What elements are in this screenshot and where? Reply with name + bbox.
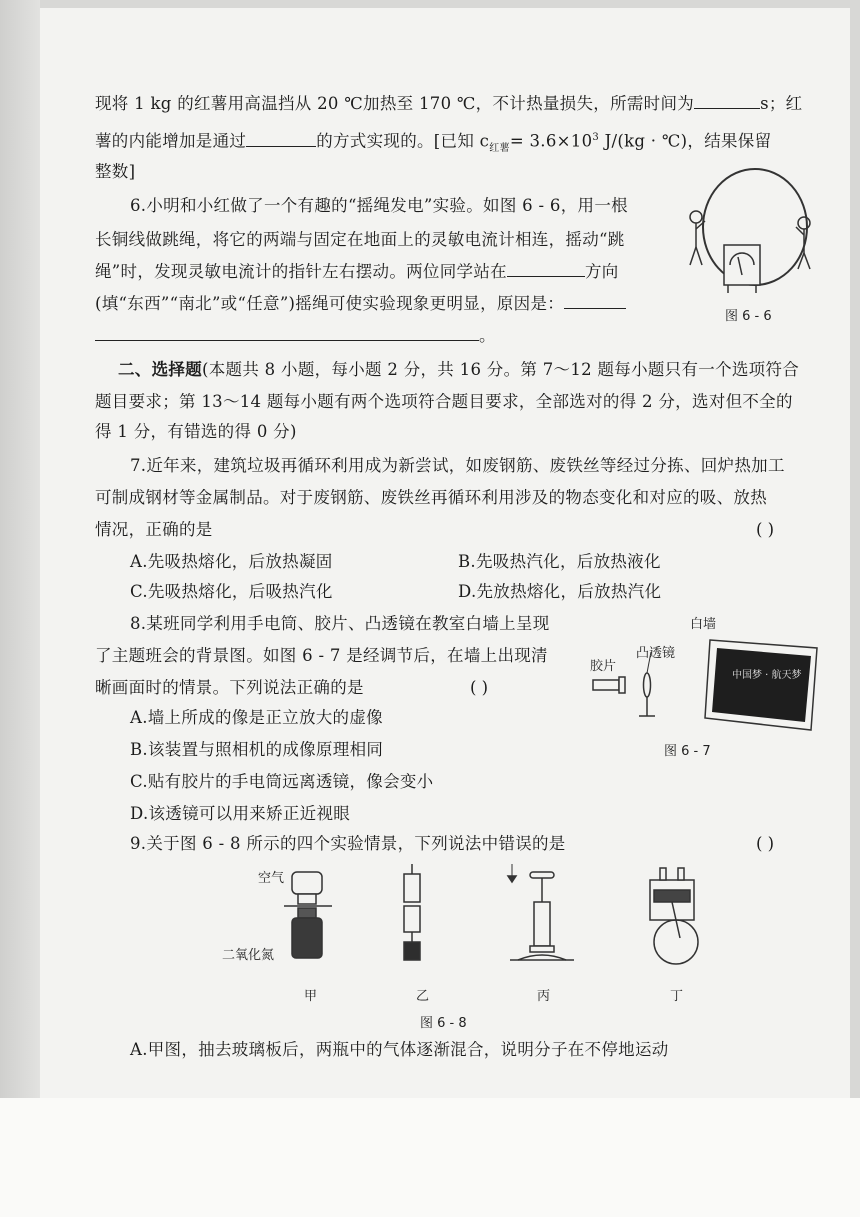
fig-ding-engine	[650, 868, 698, 964]
q7-line1: 7.近年来，建筑垃圾再循环利用成为新尝试，如废钢筋、废铁丝等经过分拣、回炉热加工	[130, 456, 785, 475]
q6-line3-end: 方向	[584, 262, 619, 281]
q7-option-c: C.先吸热熔化，后吸热汽化	[130, 582, 333, 601]
q5-line2-b: 的方式实现的。[已知 c	[316, 131, 490, 151]
q9-line1: 9.关于图 6 - 8 所示的四个实验情景，下列说法中错误的是	[130, 834, 566, 853]
q9-answer-paren[interactable]: ( )	[756, 834, 775, 853]
q8-line1: 8.某班同学利用手电筒、胶片、凸透镜在教室白墙上呈现	[130, 614, 550, 633]
flashlight	[593, 677, 625, 693]
section2-line2: 题目要求；第 13～14 题每小题有两个选项符合题目要求，全部选对的得 2 分，选对但不全的	[95, 392, 793, 411]
q8-option-c: C.贴有胶片的手电筒远离透镜，像会变小	[130, 772, 434, 791]
q8-option-d: D.该透镜可以用来矫正近视眼	[130, 804, 351, 823]
section2-title: 二、选择题	[118, 360, 202, 379]
label-lens: 凸透镜	[636, 646, 676, 661]
label-air: 空气	[258, 871, 285, 886]
q7-line2: 可制成钢材等金属制品。对于废钢筋、废铁丝再循环利用涉及的物态变化和对应的吸、放热	[95, 488, 767, 507]
q5-line1	[95, 94, 802, 114]
q5-sup: 3	[592, 132, 600, 143]
q7-option-d: D.先放热熔化，后放热汽化	[458, 582, 662, 601]
page-left-shadow	[0, 0, 40, 1217]
section2-line1	[118, 360, 799, 380]
label-no2: 二氧化氮	[222, 948, 275, 963]
q6-blank-reason-b[interactable]	[95, 326, 479, 341]
q6-line4-text: (填“东西”“南北”或“任意”)摇绳可使实验现象更明显，原因是：	[95, 294, 565, 313]
q6-line1: 6.小明和小红做了一个有趣的“摇绳发电”实验。如图 6 - 6，用一根	[130, 196, 628, 215]
q5-line2-c: = 3.6×10	[509, 131, 593, 151]
fig-jia-bottles	[284, 872, 332, 958]
q6-line5	[95, 326, 496, 346]
q5-sub: 红薯	[489, 142, 510, 154]
q5-line2-a: 薯的内能增加是通过	[95, 131, 247, 151]
q6-line3	[95, 262, 619, 282]
q7-answer-paren[interactable]: ( )	[756, 520, 775, 539]
fig-label-bing: 丙	[537, 989, 551, 1004]
q5-blank-method[interactable]	[246, 132, 316, 147]
q7-option-a: A.先吸热熔化，后放热凝固	[130, 552, 333, 571]
q8-line3: 晰画面时的情景。下列说法正确的是	[95, 678, 364, 697]
fig-label-ding: 丁	[670, 989, 684, 1004]
fig-6-8-caption: 图 6 - 8	[420, 1016, 467, 1031]
figure-6-6	[680, 165, 830, 310]
q8-option-b: B.该装置与照相机的成像原理相同	[130, 740, 384, 759]
fig-bing-air-pump	[508, 864, 574, 960]
q5-line2-d: J/(kg · ℃)，结果保留	[599, 131, 772, 151]
fig-6-6-caption: 图 6 - 6	[725, 309, 772, 324]
q6-line5-end: 。	[479, 326, 496, 345]
section2-line3: 得 1 分，有错选的得 0 分)	[95, 422, 297, 441]
q7-option-b: B.先吸热汽化，后放热液化	[458, 552, 661, 571]
figure-6-8	[240, 862, 710, 982]
wall-screen	[705, 640, 817, 730]
q7-line3: 情况，正确的是	[95, 520, 213, 539]
fig-label-jia: 甲	[304, 989, 318, 1004]
q8-answer-paren[interactable]: ( )	[470, 678, 489, 697]
q6-line4	[95, 294, 626, 314]
q5-line3: 整数]	[95, 162, 136, 181]
q8-line2: 了主题班会的背景图。如图 6 - 7 是经调节后，在墙上出现清	[95, 646, 548, 665]
q8-option-a: A.墙上所成的像是正立放大的虚像	[130, 708, 383, 727]
section2-line1-rest: (本题共 8 小题，每小题 2 分，共 16 分。第 7～12 题每小题只有一个选项符合	[202, 360, 800, 379]
figure-6-7	[585, 630, 825, 735]
screen-text: 中国梦 · 航天梦	[732, 670, 802, 681]
q6-line2: 长铜线做跳绳，将它的两端与固定在地面上的灵敏电流计相连，摇动“跳	[95, 230, 625, 249]
q6-blank-direction[interactable]	[507, 262, 585, 277]
q6-line3-text: 绳”时，发现灵敏电流计的指针左右摆动。两位同学站在	[95, 262, 507, 281]
q5-blank-time[interactable]	[694, 94, 760, 109]
label-film: 胶片	[590, 659, 617, 674]
page-bottom-margin	[0, 1098, 860, 1217]
fig-yi-lead-cylinders	[404, 864, 420, 960]
fig-label-yi: 乙	[416, 989, 430, 1004]
label-wall: 白墙	[690, 617, 717, 632]
fig-6-7-caption: 图 6 - 7	[664, 744, 711, 759]
q6-blank-reason-a[interactable]	[564, 294, 626, 309]
convex-lens	[639, 673, 655, 716]
q5-line2	[95, 128, 771, 159]
q9-option-a: A.甲图，抽去玻璃板后，两瓶中的气体逐渐混合，说明分子在不停地运动	[130, 1040, 669, 1059]
q5-line1-end: s；红	[760, 94, 803, 113]
q5-line1-text: 现将 1 kg 的红薯用高温挡从 20 ℃加热至 170 ℃，不计热量损失，所需时间为	[95, 94, 695, 113]
